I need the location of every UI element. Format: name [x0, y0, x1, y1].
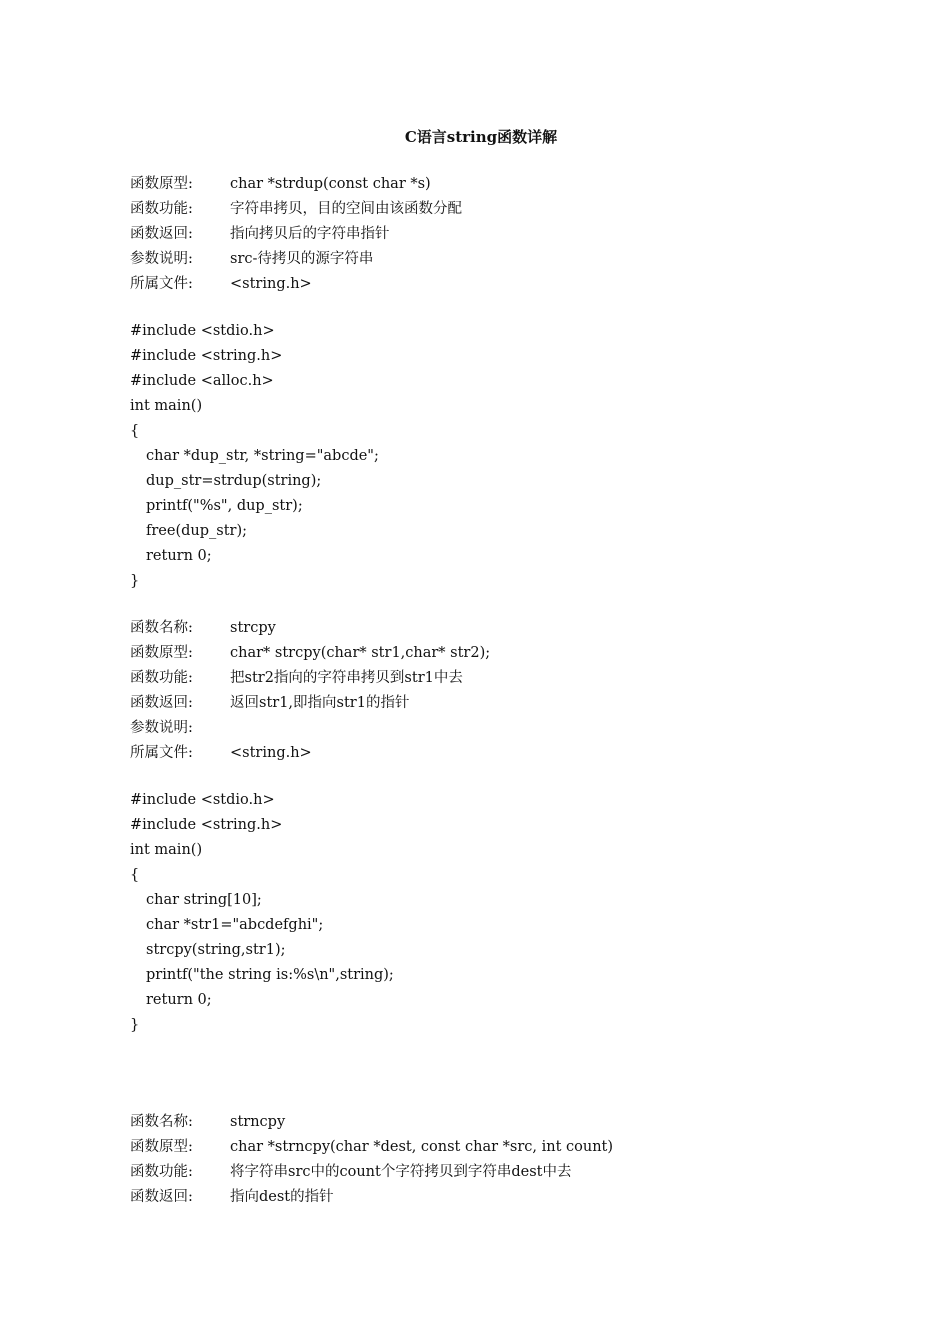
row-value: strcpy — [230, 620, 276, 636]
code-line: char *dup_str, *string="abcde"; — [146, 448, 379, 464]
strncpy-info — [130, 1110, 830, 1210]
spacer — [130, 594, 830, 616]
row-value: char* strcpy(char* str1,char* str2); — [230, 645, 491, 661]
code-line: int main() — [130, 398, 203, 414]
row-value: 把str2指向的字符串拷贝到str1中去 — [230, 670, 463, 686]
code-line: #include <string.h> — [130, 817, 283, 833]
row-value: char *strdup(const char *s) — [230, 176, 431, 192]
row-label: 函数返回: — [130, 1189, 193, 1205]
code-line: return 0; — [146, 548, 212, 564]
row-value: src-待拷贝的源字符串 — [230, 251, 374, 267]
code-line: { — [130, 423, 140, 439]
row-value: 指向dest的指针 — [230, 1189, 334, 1205]
code-line: } — [130, 1017, 140, 1033]
row-label: 函数返回: — [130, 226, 193, 242]
row-label: 参数说明: — [130, 720, 193, 736]
row-value: <string.h> — [230, 745, 312, 761]
row-label: 函数原型: — [130, 1139, 193, 1155]
code-line: free(dup_str); — [146, 523, 248, 539]
document-title: C语言string函数详解 — [404, 128, 558, 146]
code-line: char string[10]; — [146, 892, 262, 908]
code-line: printf("%s", dup_str); — [146, 498, 303, 514]
row-label: 函数原型: — [130, 176, 193, 192]
row-label: 参数说明: — [130, 251, 193, 267]
info-row — [130, 691, 830, 716]
strcpy-code — [130, 788, 830, 1038]
info-row — [130, 222, 830, 247]
code-line: } — [130, 573, 140, 589]
strdup-code — [130, 319, 830, 594]
info-row — [130, 1185, 830, 1210]
row-value: 返回str1,即指向str1的指针 — [230, 695, 410, 711]
row-label: 函数功能: — [130, 670, 193, 686]
row-label: 函数名称: — [130, 1114, 193, 1130]
code-line: #include <stdio.h> — [130, 792, 275, 808]
row-label: 所属文件: — [130, 745, 193, 761]
info-row — [130, 616, 830, 641]
info-row — [130, 172, 830, 197]
row-value: 将字符串src中的count个字符拷贝到字符串dest中去 — [230, 1164, 572, 1180]
row-value: 指向拷贝后的字符串指针 — [230, 226, 390, 242]
document-body — [130, 172, 830, 1210]
row-label: 函数原型: — [130, 645, 193, 661]
strcpy-info — [130, 616, 830, 766]
info-row — [130, 666, 830, 691]
code-line: char *str1="abcdefghi"; — [146, 917, 324, 933]
code-line: printf("the string is:%s\n",string); — [146, 967, 394, 983]
row-value: char *strncpy(char *dest, const char *src, int count) — [230, 1139, 614, 1155]
row-label: 函数功能: — [130, 1164, 193, 1180]
info-row — [130, 641, 830, 666]
row-value: 字符串拷贝，目的空间由该函数分配 — [230, 201, 462, 217]
code-line: dup_str=strdup(string); — [146, 473, 322, 489]
strdup-info — [130, 172, 830, 297]
code-line: #include <stdio.h> — [130, 323, 275, 339]
spacer — [130, 1038, 830, 1110]
row-label: 函数名称: — [130, 620, 193, 636]
info-row — [130, 741, 830, 766]
info-row — [130, 716, 830, 741]
row-label: 函数功能: — [130, 201, 193, 217]
row-label: 所属文件: — [130, 276, 193, 292]
row-value: strncpy — [230, 1114, 286, 1130]
info-row — [130, 1160, 830, 1185]
row-value: <string.h> — [230, 276, 312, 292]
spacer — [130, 766, 830, 788]
code-line: strcpy(string,str1); — [146, 942, 286, 958]
code-line: return 0; — [146, 992, 212, 1008]
spacer — [130, 297, 830, 319]
row-label: 函数返回: — [130, 695, 193, 711]
code-line: { — [130, 867, 140, 883]
code-line: #include <string.h> — [130, 348, 283, 364]
info-row — [130, 197, 830, 222]
code-line: #include <alloc.h> — [130, 373, 274, 389]
info-row — [130, 247, 830, 272]
code-line: int main() — [130, 842, 203, 858]
info-row — [130, 1135, 830, 1160]
info-row — [130, 1110, 830, 1135]
info-row — [130, 272, 830, 297]
